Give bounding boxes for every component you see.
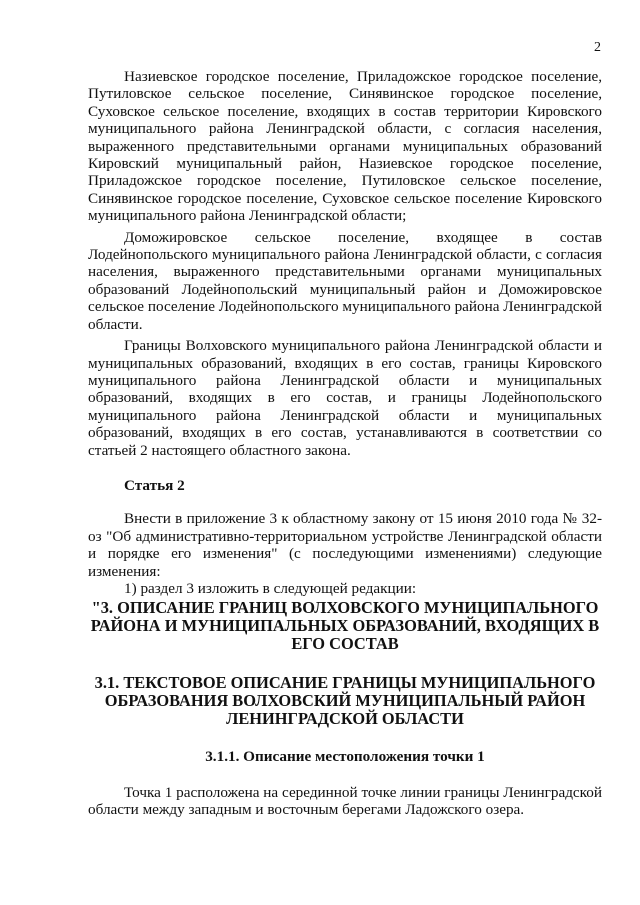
- paragraph-kirovsky: Назиевское городское поселение, Приладожское городское поселение, Путиловское сельское поселение, Синявинское городское поселение, Суховское сельское поселение, входящих в состав территории Кировского муниципального района Ленинградской области, с согласия населения, выраженного представительными органами муниципальных образований Кировский муниципальный район, Назиевское городское поселение, Приладожское городское поселение, Путиловское сельское поселение, Синявинское городское поселение, Суховское сельское поселение Кировского муниципального района Ленинградской области;: [88, 68, 602, 225]
- article-heading: Статья 2: [124, 476, 185, 494]
- document-body: [88, 68, 602, 822]
- article-intro: Внести в приложение 3 к областному закону от 15 июня 2010 года № 32-оз "Об административно-территориальном устройстве Ленинградской области и порядке его изменения" (с последующими изменениями) следующие изменения:: [88, 510, 602, 580]
- section-3-1-heading: 3.1. ТЕКСТОВОЕ ОПИСАНИЕ ГРАНИЦЫ МУНИЦИПАЛЬНОГО ОБРАЗОВАНИЯ ВОЛХОВСКИЙ МУНИЦИПАЛЬНЫЙ РАЙОН ЛЕНИНГРАДСКОЙ ОБЛАСТИ: [94, 673, 596, 729]
- list-item-1: 1) раздел 3 изложить в следующей редакции:: [124, 579, 417, 597]
- section-3-1-1-heading: 3.1.1. Описание местоположения точки 1: [205, 748, 485, 766]
- section-3-heading: "3. ОПИСАНИЕ ГРАНИЦ ВОЛХОВСКОГО МУНИЦИПАЛЬНОГО РАЙОНА И МУНИЦИПАЛЬНЫХ ОБРАЗОВАНИЙ, ВХОДЯЩИХ В ЕГО СОСТАВ: [90, 598, 600, 653]
- paragraph-lodeynopolsky: Доможировское сельское поселение, входящее в состав Лодейнопольского муниципального района Ленинградской области, с согласия населения, выраженного представительными органами муниципальных образований Лодейнопольский муниципальный район и Доможировское сельское поселение Лодейнопольского муниципального района Ленинградской области.: [88, 228, 602, 333]
- point-1-description: Точка 1 расположена на серединной точке линии границы Ленинградской области между западным и восточным берегами Ладожского озера.: [88, 783, 602, 818]
- paragraph-boundaries: Границы Волховского муниципального района Ленинградской области и муниципальных образований, входящих в его состав, границы Кировского муниципального района Ленинградской области и муниципальных образований, входящих в его состав, и границы Лодейнопольского муниципального района Ленинградской области и муниципальных образований, входящих в его состав, устанавливаются в соответствии со статьей 2 настоящего областного закона.: [88, 337, 602, 459]
- page-number: 2: [594, 40, 601, 55]
